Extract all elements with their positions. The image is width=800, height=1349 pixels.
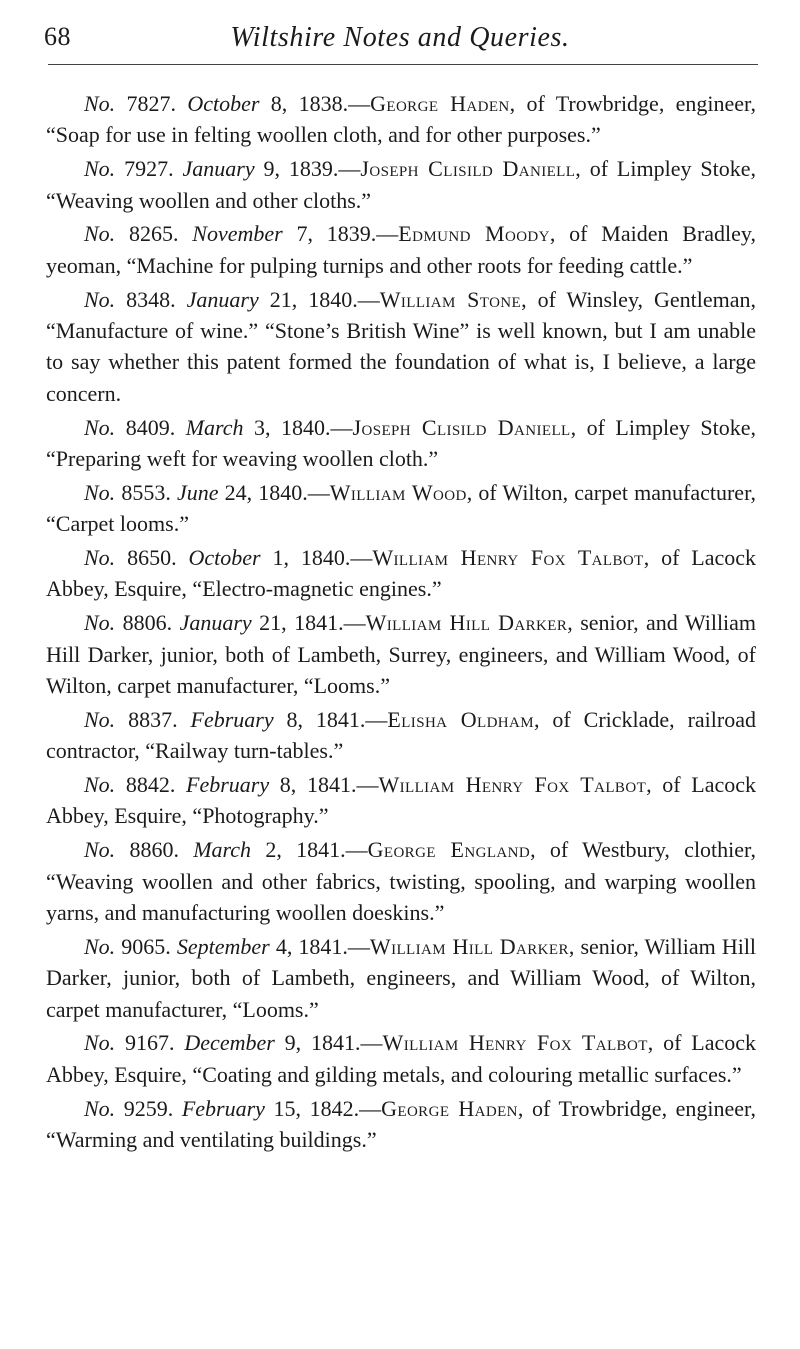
patent-entry — [46, 1093, 756, 1156]
entry-number: 8409. — [125, 414, 176, 440]
entry-month: November — [192, 221, 283, 247]
patent-entry — [46, 412, 756, 475]
entry-month: March — [185, 414, 244, 440]
entry-name: William Henry Fox Talbot — [378, 772, 647, 798]
entry-text: , of Winsley, Gentleman, “Manufacture of wine.” “Stone’s British Wine” is well known, but I am unable to say whether this patent formed the foundation of what is, I believe, a large concern. — [46, 286, 757, 406]
entry-number: 8837. — [128, 706, 178, 732]
entry-text: , of Cricklade, railroad contractor, “Railway turn-tables.” — [46, 706, 756, 764]
entry-no-label: No. — [84, 772, 116, 798]
entry-no-label: No. — [84, 91, 116, 116]
entry-name: George Haden — [370, 91, 510, 116]
entry-number: 8650. — [127, 545, 177, 571]
entry-number: 8265. — [128, 221, 179, 247]
entry-month: February — [190, 706, 274, 732]
entry-no-label: No. — [84, 933, 116, 959]
entry-number: 7927. — [124, 156, 174, 182]
entry-number: 7827. — [126, 91, 177, 116]
entry-no-label: No. — [84, 479, 116, 505]
entry-text: , of Limpley Stoke, “Weaving woollen and other cloths.” — [46, 156, 756, 213]
entry-no-label: No. — [84, 414, 116, 440]
entry-text: , of Trowbridge, engineer, “Warming and ventilating buildings.” — [46, 1095, 756, 1153]
entry-number: 9259. — [123, 1095, 174, 1121]
entry-number: 8860. — [129, 837, 179, 863]
entry-text: , of Maiden Bradley, yeoman, “Machine for pulping turnips and other roots for feeding cattle.” — [46, 221, 757, 278]
entry-no-label: No. — [84, 610, 116, 636]
entry-name: Joseph Clisild Daniell — [360, 156, 576, 182]
entry-name: William Hill Darker — [365, 610, 568, 636]
patent-entry — [46, 284, 756, 410]
entry-number: 8842. — [125, 772, 176, 798]
entry-day-year: 9, 1841.— — [284, 1030, 383, 1056]
header-rule — [48, 64, 758, 65]
entry-day-year: 3, 1840.— — [254, 414, 353, 440]
entry-number: 8553. — [121, 479, 171, 505]
entry-text: , of Limpley Stoke, “Preparing weft for weaving woollen cloth.” — [46, 414, 757, 472]
entry-month: December — [184, 1030, 275, 1056]
entry-day-year: 7, 1839.— — [296, 221, 399, 247]
patent-entry — [46, 477, 756, 540]
entry-month: January — [179, 610, 252, 636]
entry-day-year: 8, 1841.— — [286, 706, 388, 732]
entry-name: Elisha Oldham — [387, 706, 535, 732]
entry-name: Edmund Moody — [398, 221, 550, 247]
entry-name: William Henry Fox Talbot — [382, 1030, 648, 1056]
entry-text: , of Wilton, carpet manufacturer, “Carpet looms.” — [46, 479, 757, 537]
entry-day-year: 8, 1838.— — [270, 91, 371, 116]
entry-number: 8806. — [122, 610, 173, 636]
patent-entry — [46, 704, 756, 767]
entry-day-year: 21, 1840.— — [269, 286, 380, 312]
patent-entries — [46, 88, 756, 1158]
entry-name: William Henry Fox Talbot — [372, 545, 644, 571]
entry-name: William Stone — [379, 286, 522, 312]
patent-entry — [46, 542, 756, 605]
patent-entry — [46, 218, 756, 281]
entry-no-label: No. — [84, 837, 116, 863]
entry-month: February — [186, 772, 270, 798]
entry-text: , of Westbury, clothier, “Weaving woollen and other fabrics, twisting, spooling, and warping woollen yarns, and manufacturing woollen doeskins.” — [46, 837, 756, 926]
entry-text: , of Lacock Abbey, Esquire, “Photography.” — [46, 772, 757, 829]
entry-month: January — [182, 156, 255, 182]
entry-no-label: No. — [84, 156, 116, 182]
entry-name: George Haden — [381, 1095, 518, 1121]
entry-day-year: 21, 1841.— — [259, 610, 366, 636]
entry-month: October — [187, 91, 260, 116]
patent-entry — [46, 153, 756, 216]
entry-month: February — [181, 1095, 265, 1121]
entry-text: , of Trowbridge, engineer, “Soap for use in felting woollen cloth, and for other purposes.” — [46, 91, 756, 148]
entry-no-label: No. — [84, 221, 116, 247]
entry-day-year: 2, 1841.— — [265, 837, 368, 863]
entry-no-label: No. — [84, 286, 116, 312]
entry-name: William Wood — [329, 479, 467, 505]
entry-name: Joseph Clisild Daniell — [352, 414, 571, 440]
entry-number: 9167. — [125, 1030, 175, 1056]
journal-title: Wiltshire Notes and Queries. — [230, 22, 570, 53]
patent-entry — [46, 1027, 756, 1090]
page-number: 68 — [44, 22, 71, 51]
patent-entry — [46, 769, 756, 832]
entry-month: October — [188, 545, 261, 571]
entry-text: , of Lacock Abbey, Esquire, “Electro-magnetic engines.” — [46, 545, 757, 602]
entry-no-label: No. — [84, 545, 116, 571]
running-head — [44, 18, 756, 56]
entry-month: June — [176, 479, 219, 505]
entry-day-year: 1, 1840.— — [272, 545, 373, 571]
patent-entry — [46, 834, 756, 928]
patent-entry — [46, 88, 756, 151]
entry-day-year: 4, 1841.— — [275, 933, 370, 959]
entry-no-label: No. — [84, 706, 116, 732]
entry-text: , of Lacock Abbey, Esquire, “Coating and gilding metals, and colouring metallic surfaces.” — [46, 1030, 757, 1087]
entry-number: 9065. — [121, 933, 171, 959]
entry-no-label: No. — [84, 1095, 116, 1121]
entry-text: , senior, and William Hill Darker, junior, both of Lambeth, Surrey, engineers, and William Wood, of Wilton, carpet manufacturer, “Looms.” — [46, 610, 757, 699]
entry-day-year: 15, 1842.— — [273, 1095, 382, 1121]
entry-month: January — [186, 286, 259, 312]
entry-day-year: 8, 1841.— — [279, 772, 379, 798]
entry-month: March — [193, 837, 252, 863]
patent-entry — [46, 607, 756, 701]
entry-day-year: 9, 1839.— — [263, 156, 361, 182]
entry-name: George England — [367, 837, 531, 863]
entry-text: , senior, William Hill Darker, junior, both of Lambeth, engineers, and William Wood, of Wilton, carpet manufacturer, “Looms.” — [46, 933, 757, 1022]
entry-name: William Hill Darker — [369, 933, 569, 959]
entry-no-label: No. — [84, 1030, 116, 1056]
entry-day-year: 24, 1840.— — [224, 479, 330, 505]
entry-number: 8348. — [126, 286, 176, 312]
patent-entry — [46, 931, 756, 1025]
entry-month: September — [176, 933, 270, 959]
